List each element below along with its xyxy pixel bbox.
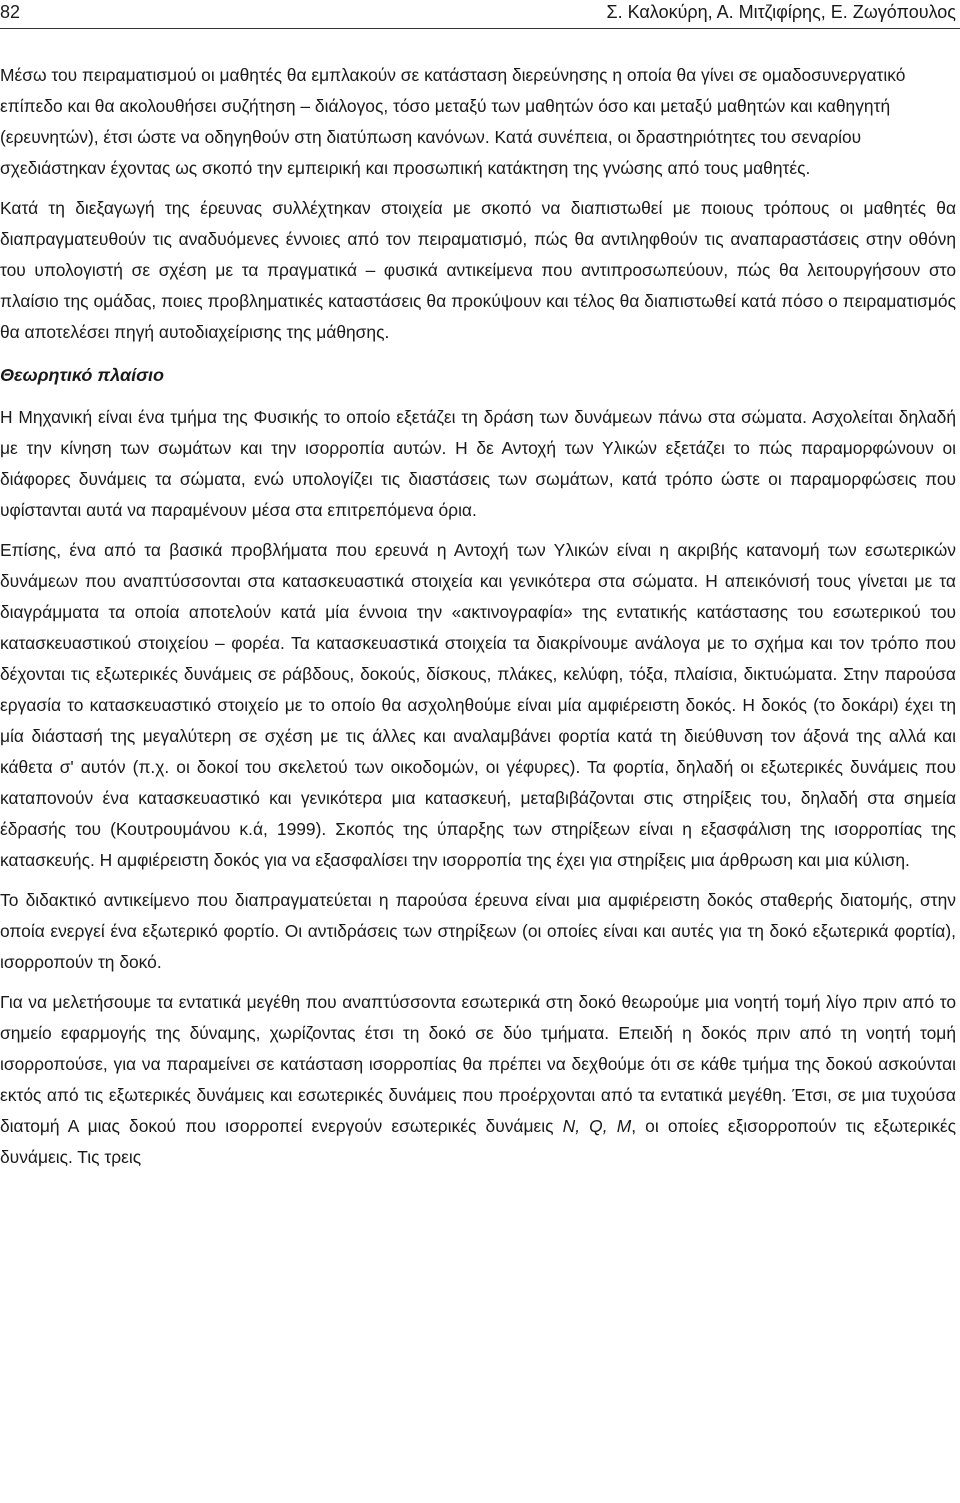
paragraph-6-part-b: , οι οποίες εξισορροπούν τις εξωτερικές δυνάμεις. Τις τρεις [0,1116,956,1167]
paragraph-6 [0,987,956,1173]
paragraph-5: Το διδακτικό αντικείμενο που διαπραγματεύεται η παρούσα έρευνα είναι μια αμφιέρειστη δοκός σταθερής διατομής, στην οποία ενεργεί ένα εξωτερικό φορτίο. Οι αντιδράσεις των στηρίξεων (οι οποίες είναι και αυτές για τη δοκό εξωτερικά φορτία), ισορροπούν τη δοκό. [0,890,956,972]
paragraph-1-part-a: Μέσω του πειραματισμού οι μαθητές θα εμπλακούν σε κατάσταση διερεύνησης η οποία θα γίνει σε ομαδοσυνεργατικό επίπεδο και θα ακολουθήσει συζήτηση – διάλογος, τόσο μεταξύ των μαθητών όσο και μεταξύ μαθητών και καθηγητή (ερευνητών), έτσι ώστε να οδηγηθούν στη διατύπωση κανόνων. [0,65,906,147]
page-number: 82 [0,2,21,22]
paragraph-6-part-a: Για να μελετήσουμε τα εντατικά μεγέθη που αναπτύσσοντα εσωτερικά στη δοκό θεωρούμε μια νοητή τομή λίγο πριν από το σημείο εφαρμογής της δύναμης, χωρίζοντας έτσι τη δοκό σε δύο τμήματα. Επειδή η δοκός πριν από τη νοητή τομή ισορροπούσε, για να παραμείνει σε κατάσταση ισορροπίας θα πρέπει να δεχθούμε ότι σε κάθε τμήμα της δοκού ασκούνται εκτός από τις εξωτερικές δυνάμεις και εσωτερικές δυνάμεις που προέρχονται από τα εντατικά μεγέθη. Έτσι, σε μια τυχούσα διατομή Α μιας δοκού που ισορροπεί ενεργούν εσωτερικές δυνάμεις [0,992,956,1136]
section-heading: Θεωρητικό πλαίσιο [0,365,165,385]
paragraph-1-part-b: Κατά συνέπεια, οι δραστηριότητες του σεναρίου σχεδιάστηκαν έχοντας ως σκοπό την εμπειρική και προσωπική κατάκτηση της γνώσης από τους μαθητές. [0,127,862,178]
force-symbols: N, Q, M [562,1116,632,1136]
paragraph-4: Επίσης, ένα από τα βασικά προβλήματα που ερευνά η Αντοχή των Υλικών είναι η ακριβής κατανομή των εσωτερικών δυνάμεων που αναπτύσσονται στα κατασκευαστικά στοιχεία και γενικότερα στα σώματα. Η απεικόνισή τους γίνεται με τα διαγράμματα τα οποία αποτελούν κατά μία έννοια την «ακτινογραφία» της εντατικής κατάστασης του εσωτερικού του κατασκευαστικού στοιχείου – φορέα. Τα κατασκευαστικά στοιχεία τα διακρίνουμε ανάλογα με το σχήμα και τον τρόπο που δέχονται τις εξωτερικές δυνάμεις σε ράβδους, δοκούς, δίσκους, πλάκες, κελύφη, τόξα, πλαίσια, δικτυώματα. Στην παρούσα εργασία το κατασκευαστικό στοιχείο με το οποίο θα ασχοληθούμε είναι μία αμφιέρειστη δοκός. Η δοκός (το δοκάρι) έχει τη μία διάστασή της μεγαλύτερη σε σχέση με τις άλλες και αναλαμβάνει φορτία κατά τη διεύθυνση τον άξονά της αλλά και κάθετα σ' αυτόν (π.χ. οι δοκοί του σκελετού των οικοδομών, οι γέφυρες). Τα φορτία, δηλαδή οι εξωτερικές δυνάμεις που καταπονούν ένα κατασκευαστικό και γενικότερα μια κατασκευή, μεταβιβάζονται στις στηρίξεις του, δηλαδή στα σημεία έδρασής του (Κουτρουμάνου κ.ά, 1999). Σκοπός της ύπαρξης των στηρίξεων είναι η εξασφάλιση της ισορροπίας της κατασκευής. Η αμφιέρειστη δοκός για να εξασφαλίσει την ισορροπία της έχει για στηρίξεις μια άρθρωση και μια κύλιση. [0,540,956,870]
page-body [0,60,956,1173]
running-head: Σ. Καλοκύρη, Α. Μιτζιφίρης, Ε. Ζωγόπουλος [606,2,956,22]
paragraph-1 [0,60,956,184]
paragraph-2: Κατά τη διεξαγωγή της έρευνας συλλέχτηκαν στοιχεία με σκοπό να διαπιστωθεί με ποιους τρόπους οι μαθητές θα διαπραγματευθούν τις αναδυόμενες έννοιες από τον πειραματισμό, πώς θα αντιληφθούν τις αναπαραστάσεις στην οθόνη του υπολογιστή σε σχέση με τα πραγματικά – φυσικά αντικείμενα που αντιπροσωπεύουν, πώς θα λειτουργήσουν στο πλαίσιο της ομάδας, ποιες προβληματικές καταστάσεις θα προκύψουν και τέλος θα διαπιστωθεί κατά πόσο ο πειραματισμός θα αποτελέσει πηγή αυτοδιαχείρισης της μάθησης. [0,198,956,342]
paragraph-3: Η Μηχανική είναι ένα τμήμα της Φυσικής το οποίο εξετάζει τη δράση των δυνάμεων πάνω στα σώματα. Ασχολείται δηλαδή με την κίνηση των σωμάτων και την ισορροπία αυτών. Η δε Αντοχή των Υλικών εξετάζει το πώς παραμορφώνουν οι διάφορες δυνάμεις τα σώματα, ενώ υπολογίζει τις διαστάσεις των σωμάτων, κατά τρόπο ώστε οι παραμορφώσεις που υφίστανται αυτά να παραμένουν μέσα στα επιτρεπόμενα όρια. [0,407,956,520]
page-header [0,0,960,29]
